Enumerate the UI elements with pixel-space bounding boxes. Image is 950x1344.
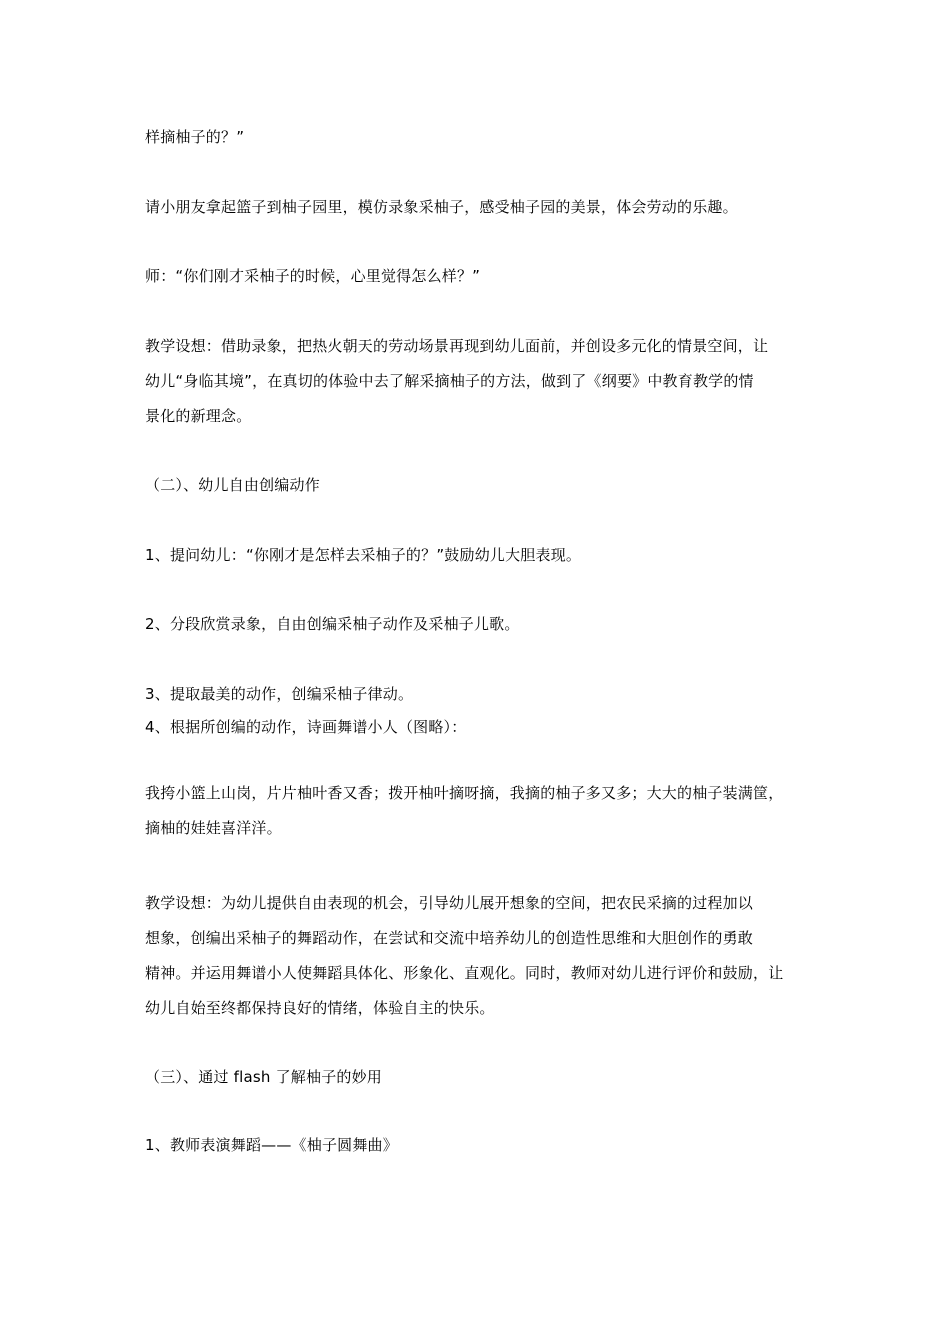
text-line: 我挎小篮上山岗，片片柚叶香又香；拨开柚叶摘呀摘，我摘的柚子多又多；大大的柚子装满筐， — [145, 784, 784, 802]
paragraph-teacher-question: 师：“你们刚才采柚子的时候，心里觉得怎么样？” — [145, 267, 481, 285]
text-line: 教学设想：借助录象，把热火朝天的劳动场景再现到幼儿面前，并创设多元化的情景空间，让 — [145, 337, 769, 355]
text-line: 摘柚的娃娃喜洋洋。 — [145, 819, 282, 837]
poem-paragraph — [145, 776, 815, 846]
teaching-design-paragraph-1 — [145, 329, 815, 434]
paragraph-continuation: 样摘柚子的？” — [145, 128, 245, 146]
text-line: 幼儿自始至终都保持良好的情绪，体验自主的快乐。 — [145, 999, 495, 1017]
teaching-design-paragraph-2 — [145, 886, 815, 1026]
text-line: 想象，创编出采柚子的舞蹈动作，在尝试和交流中培养幼儿的创造性思维和大胆创作的勇敢 — [145, 929, 754, 947]
section-2-heading: （二）、幼儿自由创编动作 — [145, 476, 320, 494]
step-3-1: 1、教师表演舞蹈——《柚子圆舞曲》 — [145, 1136, 398, 1154]
text-line: 景化的新理念。 — [145, 407, 252, 425]
section-3-heading: （三）、通过 flash 了解柚子的妙用 — [145, 1068, 382, 1086]
text-line: 精神。并运用舞谱小人使舞蹈具体化、形象化、直观化。同时，教师对幼儿进行评价和鼓励，让 — [145, 964, 784, 982]
step-2-2: 2、分段欣赏录象，自由创编采柚子动作及采柚子儿歌。 — [145, 615, 520, 633]
paragraph-instruction: 请小朋友拿起篮子到柚子园里，模仿录象采柚子，感受柚子园的美景，体会劳动的乐趣。 — [145, 198, 738, 216]
step-2-1: 1、提问幼儿：“你刚才是怎样去采柚子的？”鼓励幼儿大胆表现。 — [145, 546, 582, 564]
text-line: 幼儿“身临其境”，在真切的体验中去了解采摘柚子的方法，做到了《纲要》中教育教学的情 — [145, 372, 754, 390]
step-2-4: 4、根据所创编的动作，诗画舞谱小人（图略）： — [145, 718, 467, 736]
text-line: 教学设想：为幼儿提供自由表现的机会，引导幼儿展开想象的空间，把农民采摘的过程加以 — [145, 894, 754, 912]
step-2-3: 3、提取最美的动作，创编采柚子律动。 — [145, 685, 414, 703]
